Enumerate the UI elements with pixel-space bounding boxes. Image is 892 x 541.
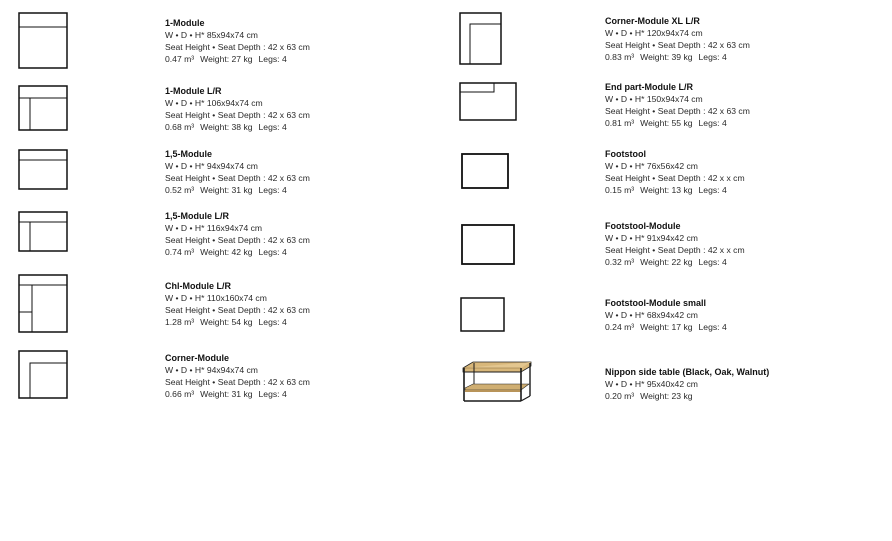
product-seat: Seat Height • Seat Depth : 42 x 63 cm [165,42,310,52]
product-meta [165,316,310,328]
product-info [605,15,750,63]
product-name: Footstool [605,149,646,159]
product-seat: Seat Height • Seat Depth : 42 x 63 cm [165,305,310,315]
product-weight: Weight: 23 kg [640,391,693,401]
product-name: Footstool-Module [605,221,681,231]
product-legs: Legs: 4 [698,257,727,267]
product-dimensions: W • D • H* 110x160x74 cm [165,293,267,303]
product-weight: Weight: 27 kg [200,54,253,64]
product-dimensions: W • D • H* 68x94x42 cm [605,310,698,320]
footstool-diagram-icon [461,153,509,189]
product-name: Chl-Module L/R [165,281,231,291]
product-meta [165,121,310,133]
product-dimensions: W • D • H* 150x94x74 cm [605,94,703,104]
product-info [165,85,310,133]
product-meta [165,53,310,65]
product-weight: Weight: 22 kg [640,257,693,267]
product-seat: Seat Height • Seat Depth : 42 x 63 cm [165,110,310,120]
product-volume: 0.20 m³ [605,391,635,401]
product-volume: 0.81 m³ [605,118,635,128]
product-info [605,81,750,129]
product-weight: Weight: 17 kg [640,322,693,332]
end-part-module-diagram-icon [459,82,517,121]
product-info [165,352,310,400]
product-info [165,17,310,65]
product-dimensions: W • D • H* 94x94x74 cm [165,161,258,171]
product-legs: Legs: 4 [698,185,727,195]
product-seat: Seat Height • Seat Depth : 42 x 63 cm [165,235,310,245]
product-volume: 0.74 m³ [165,247,195,257]
product-meta [605,390,769,402]
product-info [165,280,310,328]
product-legs: Legs: 4 [698,52,727,62]
product-seat: Seat Height • Seat Depth : 42 x x cm [605,173,745,183]
footstool-module-small-diagram-icon [460,297,505,332]
product-seat: Seat Height • Seat Depth : 42 x 63 cm [605,40,750,50]
product-meta [605,184,745,196]
product-legs: Legs: 4 [258,122,287,132]
product-volume: 0.83 m³ [605,52,635,62]
product-legs: Legs: 4 [698,322,727,332]
corner-module-diagram-icon [18,350,68,399]
chaise-module-diagram-icon [18,274,68,334]
product-dimensions: W • D • H* 91x94x42 cm [605,233,698,243]
product-meta [605,117,750,129]
product-dimensions: W • D • H* 120x94x74 cm [605,28,703,38]
product-dimensions: W • D • H* 76x56x42 cm [605,161,698,171]
product-weight: Weight: 54 kg [200,317,253,327]
product-meta [165,388,310,400]
product-legs: Legs: 4 [258,54,287,64]
footstool-module-diagram-icon [461,224,515,265]
product-volume: 0.66 m³ [165,389,195,399]
product-info [605,297,727,333]
product-meta [605,51,750,63]
product-dimensions: W • D • H* 94x94x74 cm [165,365,258,375]
corner-module-xl-diagram-icon [459,12,502,65]
product-dimensions: W • D • H* 116x94x74 cm [165,223,263,233]
product-info [165,210,310,258]
product-weight: Weight: 39 kg [640,52,693,62]
nippon-side-table-image [461,360,533,404]
product-dimensions: W • D • H* 95x40x42 cm [605,379,698,389]
product-volume: 1.28 m³ [165,317,195,327]
product-seat: Seat Height • Seat Depth : 42 x 63 cm [165,173,310,183]
product-dimensions: W • D • H* 85x94x74 cm [165,30,258,40]
product-meta [165,184,310,196]
product-volume: 0.52 m³ [165,185,195,195]
product-name: End part-Module L/R [605,82,693,92]
product-seat: Seat Height • Seat Depth : 42 x 63 cm [605,106,750,116]
product-name: Corner-Module [165,353,229,363]
product-legs: Legs: 4 [258,247,287,257]
product-legs: Legs: 4 [258,317,287,327]
product-weight: Weight: 13 kg [640,185,693,195]
module-1-lr-diagram-icon [18,85,68,131]
module-1-5-lr-diagram-icon [18,211,68,252]
module-1-5-diagram-icon [18,149,68,190]
product-name: Footstool-Module small [605,298,706,308]
product-weight: Weight: 31 kg [200,185,253,195]
product-name: 1,5-Module [165,149,213,159]
product-meta [605,321,727,333]
product-name: 1-Module L/R [165,86,222,96]
module-1-diagram-icon [18,12,68,69]
product-volume: 0.15 m³ [605,185,635,195]
product-info [605,220,745,268]
product-volume: 0.47 m³ [165,54,195,64]
product-info [605,148,745,196]
product-weight: Weight: 42 kg [200,247,253,257]
product-name: 1,5-Module L/R [165,211,230,221]
product-legs: Legs: 4 [258,185,287,195]
product-legs: Legs: 4 [698,118,727,128]
product-volume: 0.24 m³ [605,322,635,332]
product-info [605,366,769,402]
product-weight: Weight: 55 kg [640,118,693,128]
product-seat: Seat Height • Seat Depth : 42 x 63 cm [165,377,310,387]
product-info [165,148,310,196]
product-meta [165,246,310,258]
product-volume: 0.32 m³ [605,257,635,267]
product-name: Corner-Module XL L/R [605,16,700,26]
product-weight: Weight: 38 kg [200,122,253,132]
product-name: 1-Module [165,18,205,28]
product-meta [605,256,745,268]
product-volume: 0.68 m³ [165,122,195,132]
product-legs: Legs: 4 [258,389,287,399]
product-weight: Weight: 31 kg [200,389,253,399]
product-dimensions: W • D • H* 106x94x74 cm [165,98,263,108]
product-name: Nippon side table (Black, Oak, Walnut) [605,367,770,377]
product-seat: Seat Height • Seat Depth : 42 x x cm [605,245,745,255]
